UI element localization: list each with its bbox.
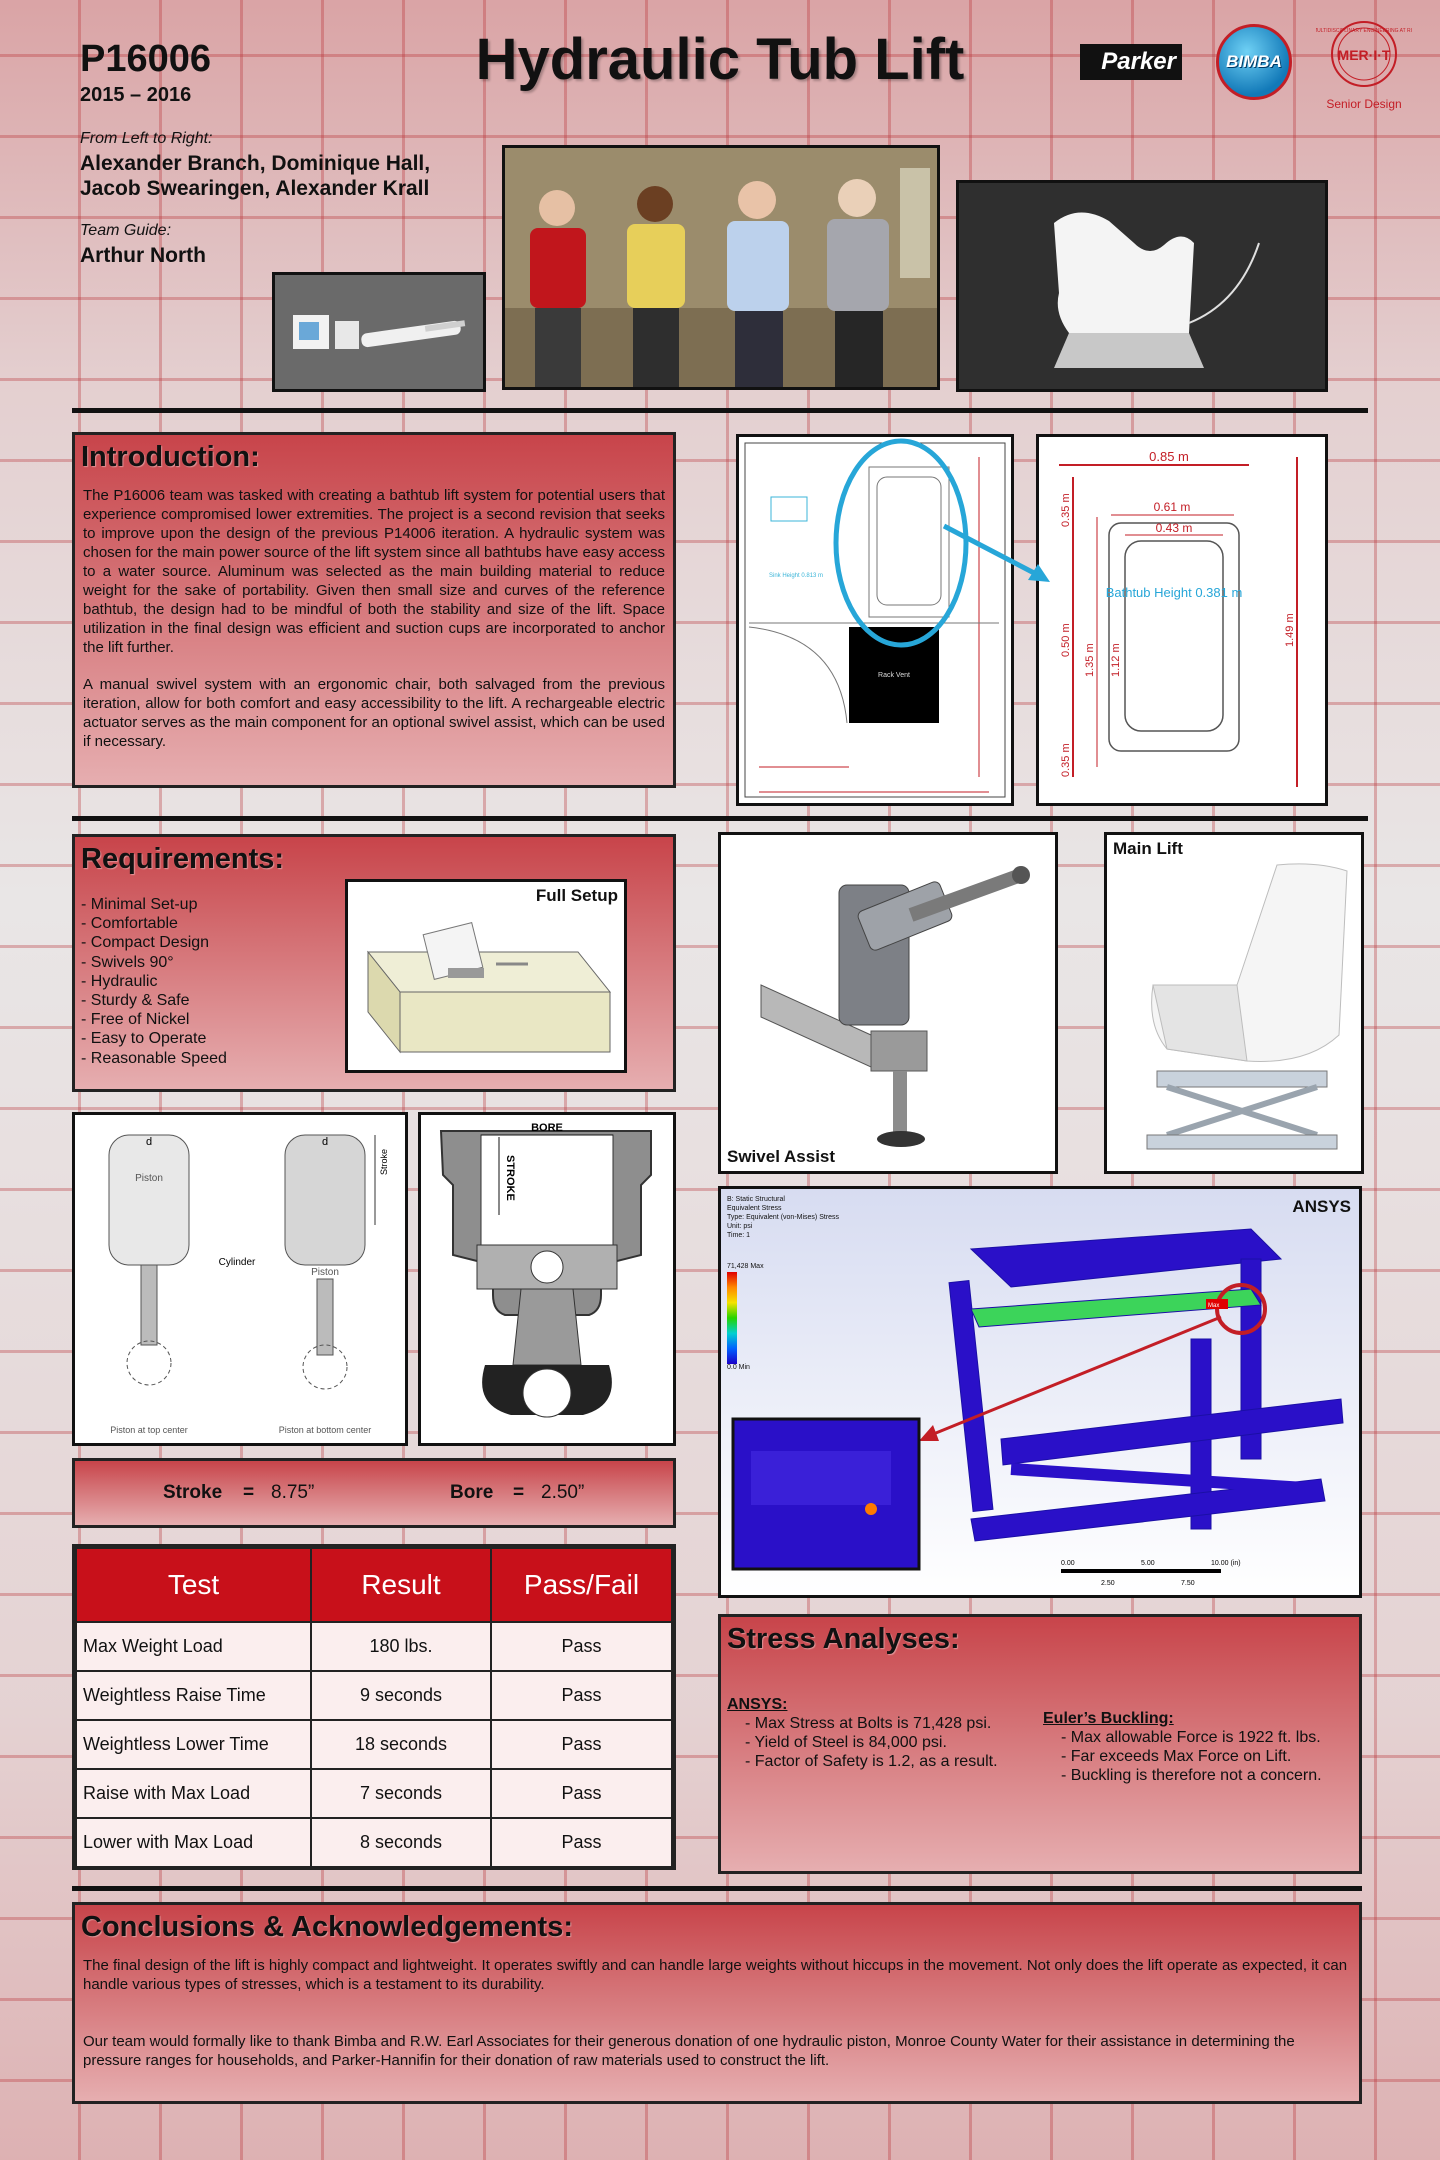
header-test: Test [76,1548,311,1622]
requirement-item: - Sturdy & Safe [81,992,190,1010]
ansys-scale-1: 5.00 [1141,1560,1155,1567]
ansys-header-2: Equivalent Stress [727,1205,782,1212]
main-lift-figure [1104,832,1364,1174]
ansys-scale-2: 10.00 (in) [1211,1560,1241,1567]
requirement-item: - Easy to Operate [81,1030,207,1048]
floor-label: Rack Vent [878,672,910,679]
ansys-header-3: Type: Equivalent (von-Mises) Stress [727,1214,840,1221]
stroke-equals: = [243,1482,255,1503]
euler-result-item: - Far exceeds Max Force on Lift. [1061,1748,1292,1765]
piston-bottom-label: Piston at bottom center [278,1425,372,1435]
cell-result: 8 seconds [311,1818,491,1867]
inner-h1: 1.35 m [1084,643,1096,677]
cell-status: Pass [491,1671,672,1720]
divider-top [72,408,1368,413]
results-header-row [76,1548,672,1622]
cell-test: Max Weight Load [76,1622,311,1671]
senior-design-label: Senior Design [1326,97,1402,111]
dimensions-panel [72,1458,676,1528]
bathtub-dimension-figure [1036,434,1328,806]
bathtub-height-label [1106,585,1243,600]
bimba-logo-text: BIMBA [1226,52,1282,71]
cell-status: Pass [491,1769,672,1818]
euler-results-title: Euler’s Buckling: [1043,1710,1174,1727]
bore-label: BORE [531,1122,563,1134]
ansys-legend-max: 71,428 Max [727,1263,764,1270]
swivel-assist-figure [718,832,1058,1174]
ansys-results [727,1695,998,1771]
actuator-photo [272,272,486,392]
ansys-figure [718,1186,1362,1598]
main-lift-label: Main Lift [1113,839,1183,858]
bore-stroke-figure [418,1112,676,1446]
cell-status: Pass [491,1622,672,1671]
ansys-legend-min: 0.0 Min [727,1364,750,1371]
euler-result-item: - Buckling is therefore not a concern. [1061,1767,1322,1784]
floor-plan-drawing [739,437,1011,803]
guide-caption: Team Guide: [80,222,172,239]
chair-photo [956,180,1328,392]
cell-test: Weightless Lower Time [76,1720,311,1769]
introduction-paragraph-1: The P16006 team was tasked with creating a bathtub lift system for potential users that experience compromised lower extremities. The project is a second revision that seeks to improve upon the design of the previous P14006 iteration. A hydraulic system was chosen for the main power source of the lift system since all bathtubs have easy access to a water source. Aluminum was selected as the main building material to reduce weight for the sake of portability. Given then small size and curves of the reference bathtub, the design had to be mindful of both the stability and size of the lift. Space utilization in the final design was efficient and suction cups are incorporated to anchor the lift further. [83,487,665,656]
team-names-line2: Jacob Swearingen, Alexander Krall [80,177,430,200]
ansys-label: ANSYS [1292,1197,1351,1216]
poster-title: Hydraulic Tub Lift [475,27,965,92]
bathtub-dimension-drawing [1039,437,1325,803]
piston-label-1: Piston [135,1173,163,1184]
conclusions-heading: Conclusions & Acknowledgements: [81,1911,573,1943]
bimba-logo [1216,24,1292,100]
results-table-container [72,1544,676,1870]
ansys-scale-3: 2.50 [1101,1580,1115,1587]
width-outer: 0.85 m [1149,449,1189,464]
introduction-panel [72,432,676,788]
cell-test: Weightless Raise Time [76,1671,311,1720]
requirements-list [81,895,227,1068]
cell-status: Pass [491,1818,672,1867]
requirement-item: - Swivels 90° [81,953,174,971]
ansys-results-title: ANSYS: [727,1696,788,1713]
piston-label-2: Piston [311,1267,339,1278]
actuator-illustration [275,275,483,389]
bore-equals: = [513,1482,525,1503]
ansys-result-item: - Factor of Safety is 1.2, as a result. [745,1753,998,1770]
full-setup-label: Full Setup [535,886,618,905]
parker-logo-text: Parker [1101,48,1176,75]
piston-d-label-1: d [145,1136,153,1148]
project-years: 2015 – 2016 [80,84,192,106]
results-table [75,1547,673,1868]
team-names-line1: Alexander Branch, Dominique Hall, [80,152,431,175]
guide-name: Arthur North [80,244,206,267]
table-row [76,1818,672,1867]
cell-result: 9 seconds [311,1671,491,1720]
conclusions-paragraph-2: Our team would formally like to thank Bimba and R.W. Earl Associates for their generous donation of one hydraulic piston, Monroe County Water for their assistance in determining the pressure ranges for households, and Parker-Hannifin for their donation of raw materials used to construct the lift. [83,2033,1295,2069]
swivel-assist-drawing [721,835,1055,1171]
ansys-header-1: B: Static Structural [727,1196,785,1203]
side-bot: 0.35 m [1060,743,1072,777]
ansys-scale-0: 0.00 [1061,1560,1075,1567]
ansys-header-4: Unit: psi [727,1223,753,1230]
floor-plan-figure [736,434,1014,806]
width-inner-1: 0.61 m [1153,500,1191,514]
requirement-item: - Minimal Set-up [81,896,198,913]
sink-height-label: Sink Height 0.813 m [769,573,824,579]
ansys-result-item: - Max Stress at Bolts is 71,428 psi. [745,1715,992,1732]
piston-stroke-small: Stroke [379,1148,389,1175]
parker-logo [1080,44,1182,80]
cell-result: 7 seconds [311,1769,491,1818]
euler-result-item: - Max allowable Force is 1922 ft. lbs. [1061,1729,1321,1746]
stress-panel [718,1614,1362,1874]
table-row [76,1622,672,1671]
cell-result: 180 lbs. [311,1622,491,1671]
bore-stroke-diagram [421,1115,673,1443]
requirement-item: - Compact Design [81,934,210,952]
requirements-panel [72,834,676,1092]
requirement-item: - Comfortable [81,915,178,933]
stroke-value: 8.75” [271,1482,315,1503]
stress-heading: Stress Analyses: [727,1623,960,1655]
requirements-heading: Requirements: [81,843,285,875]
cell-status: Pass [491,1720,672,1769]
merit-logo-text: MER·I·T [1337,47,1391,63]
side-mid: 0.50 m [1060,623,1072,657]
merit-logo [1316,18,1412,112]
requirement-item: - Reasonable Speed [81,1049,227,1067]
conclusions-panel [72,1902,1362,2104]
cell-test: Raise with Max Load [76,1769,311,1818]
euler-results [1043,1709,1322,1785]
ansys-header-5: Time: 1 [727,1232,751,1239]
ansys-max-tag: Max [1208,1303,1220,1309]
merit-logo-caption: MULTIDISCIPLINARY ENGINEERING AT RIT [1316,28,1412,34]
table-row [76,1769,672,1818]
full-setup-drawing [348,882,624,1070]
divider-middle [72,816,1368,821]
introduction-paragraph-2: A manual swivel system with an ergonomic chair, both salvaged from the previous iteration, allow for both comfort and easy accessibility to the lift. A rechargeable electric actuator serves as the main component for an optional swivel assist, which can be used if necessary. [83,676,665,750]
piston-d-label-2: d [321,1136,329,1148]
team-names [80,151,430,201]
table-row [76,1720,672,1769]
table-row [76,1671,672,1720]
full-setup-figure [345,879,627,1073]
piston-diagram [75,1115,405,1443]
introduction-heading: Introduction: [81,441,260,473]
total-h: 1.49 m [1284,613,1296,647]
requirement-item: - Hydraulic [81,972,158,990]
project-id: P16006 [80,38,212,80]
cylinder-label: Cylinder [218,1257,256,1268]
ansys-scale-4: 7.50 [1181,1580,1195,1587]
stroke-value-label: Stroke [163,1482,223,1503]
side-top: 0.35 m [1060,493,1072,527]
header-result: Result [311,1548,491,1622]
chair-photo-illustration [959,183,1325,389]
cell-test: Lower with Max Load [76,1818,311,1867]
divider-bottom [72,1886,1362,1891]
main-lift-drawing [1107,835,1361,1171]
inner-h2: 1.12 m [1110,643,1122,677]
ansys-result-item: - Yield of Steel is 84,000 psi. [745,1734,947,1751]
bore-value: 2.50” [541,1482,585,1503]
bathtub-height-text: Bathtub Height 0.381 m [1105,585,1243,600]
bore-value-label: Bore [450,1482,494,1503]
callout-arrow [940,520,1060,590]
team-photo [502,145,940,390]
team-caption: From Left to Right: [80,130,213,147]
piston-top-label: Piston at top center [110,1425,188,1435]
piston-diagram-figure [72,1112,408,1446]
swivel-assist-label: Swivel Assist [727,1147,836,1166]
width-inner-2: 0.43 m [1155,521,1193,535]
header-pass-fail: Pass/Fail [491,1548,672,1622]
merit-logo-graphic [1316,18,1412,88]
team-photo-illustration [505,148,937,387]
cell-result: 18 seconds [311,1720,491,1769]
requirement-item: - Free of Nickel [81,1011,190,1029]
ansys-model-drawing [721,1189,1359,1595]
conclusions-paragraph-1: The final design of the lift is highly compact and lightweight. It operates swiftly and can handle large weights without hiccups in the movement. Not only does the lift operate as expected, it can handle various types of stresses, which is a testament to its durability. [83,1957,1348,1993]
stroke-label: STROKE [504,1155,516,1201]
